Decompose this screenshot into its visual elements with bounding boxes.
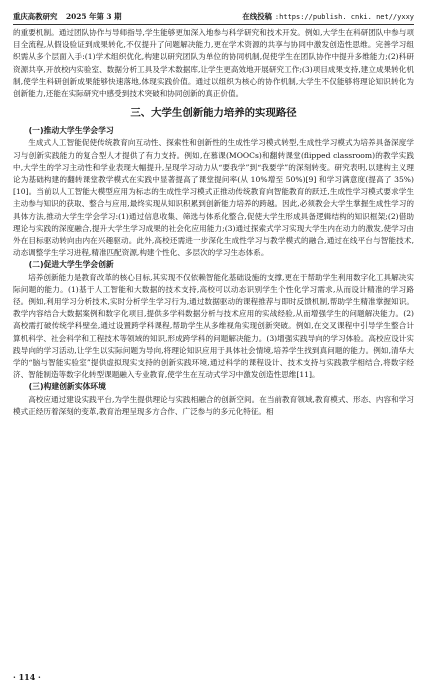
body-paragraph: 的重要机制。通过团队协作与导师指导,学生能够更加深入地参与科学研究和技术开发。例如,大学生在科研团队中参与项目全流程,从假设验证到成果转化,不仅提升了问题解决能力,更在学术资源的共享与协同中激发创造性思维。完善学习组织需从多个层面入手:(1)学术组织优化,构建以研究团队为单位的协同机制,促使学生在团队协作中提升多维能力;(2)科研资源共享,开放校内实验室、数据分析工具及学术数据库,让学生更高效地开展研究工作;(3)项目成果支持,建立成果转化机制,使学生科研创新成果能够快速落地,体现实践价值。通过以组织为核心的协作机制,大学生不仅能够将理论知识转化为创新能力,还能在实际研究中感受到技术突破和协同创新的真正价值。 xyxy=(13,28,414,99)
journal-page xyxy=(0,6,427,688)
issue-label: 2025 年第 3 期 xyxy=(65,12,122,21)
body-paragraph: 生成式人工智能促使传统教育向互动性、探索性和创新性的生成性学习模式转型,生成性学习模式为培养具备深度学习与创新实践能力的复合型人才提供了有力支持。例如,在慕课(MOOCs)和翻转课堂(flipped classroom)的教学实践中,大学生的学习主动性和学业表现大幅提升,呈现学习动力从“要我学”到“我要学”的深刻转变。研究表明,以建构主义理论为基础构建的翻转课堂教学模式在实践中显著提高了课堂提问率(从 10%增至 50%)[9] 和学习满意度(提高了 35%)[10]。当前以人工智能大模型应用为标志的生成性学习模式正推动传统教育向智能教育的跃迁,生成性学习模式要求学生主动参与知识的获取、整合与应用,最终实现从知识积累到创新能力培养的跨越。因此,必须教会大学生掌握生成性学习的具体方法,推动大学生学会学习:(1)通过信息收集、筛选与体系化整合,促使大学生形成具备逻辑结构的知识框架;(2)借助理论与实践的深度融合,提升大学生学习成果的社会化应用能力;(3)通过探索式学习实现大学生内在动力的激发,使学习由外在目标驱动转向由内在兴趣驱动。此外,高校还需进一步深化生成性学习与教学模式的融合,通过在线平台与智能技术,动态调整学生学习进程,精准匹配资源,构建个性化、多层次的学习生态体系。 xyxy=(13,138,414,258)
submission-url[interactable]: :https://publish. cnki. net//yxxy xyxy=(274,13,414,21)
body-paragraph: 培养创新能力是教育改革的核心目标,其实现不仅依赖智能化基础设施的支撑,更在于帮助学生利用数字化工具解决实际问题的能力。(1)基于人工智能和大数据的技术支持,高校可以动态识别学生个性化学习需求,从而设计精准的学习路径。例如,利用学习分析技术,实时分析学生学习行为,通过数据驱动的课程推荐与即时反馈机制,帮助学生精准掌握知识。教学内容结合大数据案例和数字化项目,提供多学科数据分析与技术应用的实战经验,从而增强学生的问题解决能力。(2)高校需打破传统学科壁垒,通过设置跨学科课程,帮助学生从多维视角实现创新突破。例如,在交叉课程中引导学生整合计算机科学、社会科学和工程技术等领域的知识,形成跨学科的问题解决能力。(3)增强实践导向的学习体验。高校应设计实践导向的学习活动,让学生以实际问题为导向,将理论知识应用于具体社会情境,培养学生找到真问题的能力。例如,清华大学的“脑与智能实验室”提供虚拟现实支持的创新实践环境,通过科学的课程设计、技术支持与实践教学相结合,将数字经济、智能制造等数字化转型课题融入专业教育,使学生在互动式学习中激发创造性思维[11]。 xyxy=(13,272,414,380)
section-heading: 三、大学生创新能力培养的实现路径 xyxy=(130,107,297,120)
journal-name: 重庆高教研究 xyxy=(13,12,58,21)
running-header xyxy=(13,6,414,25)
subsection-heading: (二)促进大学生学会创新 xyxy=(28,260,114,270)
article-body xyxy=(13,27,414,418)
body-paragraph: 高校应通过建设实践平台,为学生提供理论与实践相融合的创新空间。在当前教育领域,教育模式、形态、内容和学习模式正经历着深刻的变革,教育治理呈现多方合作、广泛参与的多元化特征。相 xyxy=(13,394,414,416)
subsection-heading: (三)构建创新实体环境 xyxy=(28,382,106,392)
header-left xyxy=(13,11,128,22)
header-right xyxy=(242,11,414,22)
submission-label: 在线投稿 xyxy=(242,12,272,21)
page-number: · 114 · xyxy=(13,672,41,682)
subsection-heading: (一)推动大学生学会学习 xyxy=(28,126,114,136)
